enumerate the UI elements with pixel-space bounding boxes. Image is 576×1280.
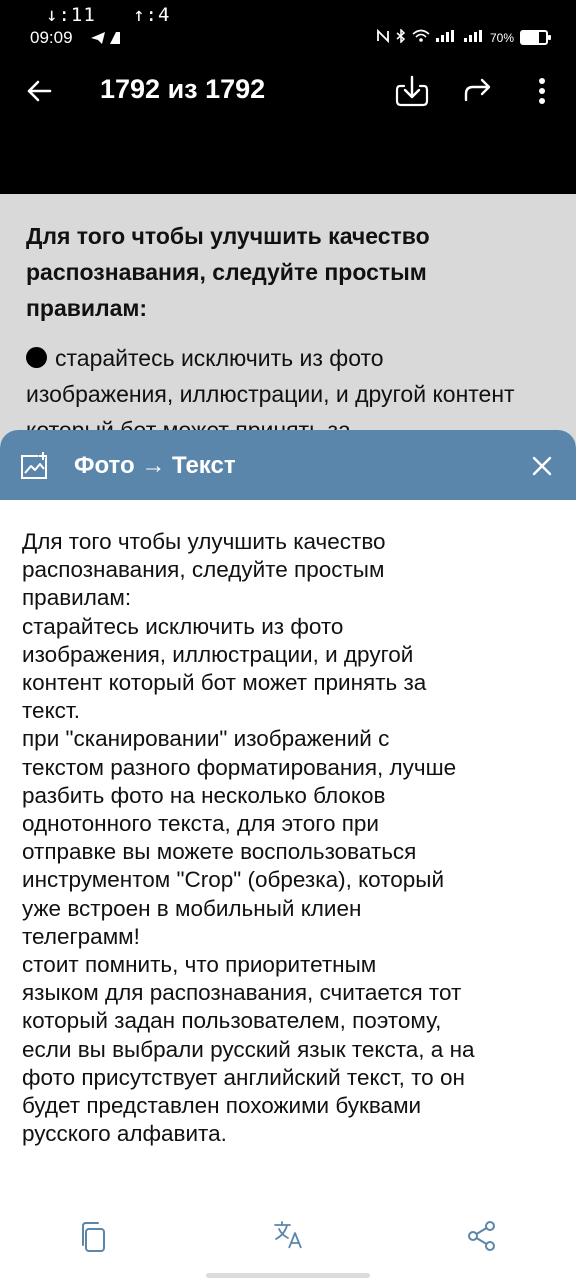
close-icon[interactable] — [532, 456, 552, 481]
ocr-line: русского алфавита. — [22, 1121, 227, 1147]
sheet-action-bar — [0, 1220, 576, 1270]
clock: 09:09 — [30, 28, 73, 47]
nfc-icon — [376, 29, 390, 46]
photo-preview[interactable] — [0, 194, 576, 444]
ocr-line: изображения, иллюстрации, и другой — [22, 641, 414, 667]
share-icon[interactable] — [466, 1220, 498, 1257]
signal-icon — [436, 30, 484, 45]
ocr-line: если вы выбрали русский язык текста, а на — [22, 1036, 475, 1062]
battery-icon — [520, 30, 548, 45]
ocr-line: отправке вы можете воспользоваться — [22, 839, 417, 865]
ocr-line: фото присутствует английский текст, то он — [22, 1064, 465, 1090]
sheet-title: Фото → Текст — [74, 452, 236, 479]
photo-icon — [20, 452, 50, 485]
ocr-bottom-sheet — [0, 430, 576, 1280]
ocr-line: Для того чтобы улучшить качество — [22, 529, 386, 554]
battery-level — [522, 32, 539, 43]
traffic-down: ↓:11 — [46, 4, 96, 26]
telegram-icon — [90, 30, 126, 51]
ocr-line: который задан пользователем, поэтому, — [22, 1008, 442, 1034]
status-bar — [0, 0, 576, 60]
download-icon[interactable] — [394, 74, 430, 113]
sheet-header — [0, 430, 576, 500]
ocr-line: языком для распознавания, считается тот — [22, 980, 462, 1006]
ocr-line: инструментом "Crop" (обрезка), который — [22, 867, 445, 893]
battery-percent: 70% — [489, 30, 514, 45]
ocr-line: текстом разного форматирования, лучше — [22, 754, 457, 780]
system-status — [376, 29, 548, 46]
home-indicator[interactable] — [206, 1273, 370, 1278]
app-bar — [0, 60, 576, 194]
ocr-line: телеграмм! — [22, 923, 140, 949]
preview-bullet — [26, 340, 526, 444]
ocr-line: распознавания, следуйте простым — [22, 557, 385, 583]
ocr-line: уже встроен в мобильный клиен — [22, 895, 362, 921]
translate-icon[interactable] — [273, 1220, 305, 1255]
ocr-line: однотонного текста, для этого при — [22, 811, 379, 837]
ocr-line: текст. — [22, 698, 80, 724]
wifi-icon — [412, 29, 430, 46]
bluetooth-icon — [396, 29, 406, 46]
traffic-up: ↑:4 — [133, 4, 171, 26]
copy-icon[interactable] — [78, 1220, 108, 1259]
ocr-text[interactable] — [22, 528, 562, 1148]
preview-heading: Для того чтобы улучшить качество распознавания, следуйте простым правилам: — [26, 223, 430, 321]
ocr-line: будет представлен похожими буквами — [22, 1093, 422, 1119]
ocr-line: старайтесь исключить из фото — [22, 613, 344, 639]
preview-bullet-text: старайтесь исключить из фото изображения, иллюстрации, и другой контент — [26, 345, 515, 407]
back-arrow-icon[interactable] — [24, 76, 54, 111]
share-forward-icon[interactable] — [462, 74, 494, 113]
bullet-icon — [26, 347, 47, 368]
ocr-line: контент который бот может принять за — [22, 670, 427, 696]
ocr-line: стоит помнить, что приоритетным — [22, 952, 377, 978]
ocr-line: правилам: — [22, 585, 132, 611]
ocr-line: при "сканировании" изображений с — [22, 726, 390, 752]
ocr-line: разбить фото на несколько блоков — [22, 782, 386, 808]
network-traffic — [46, 4, 170, 26]
page-title: 1792 из 1792 — [100, 74, 266, 104]
more-vert-icon[interactable] — [536, 74, 548, 113]
